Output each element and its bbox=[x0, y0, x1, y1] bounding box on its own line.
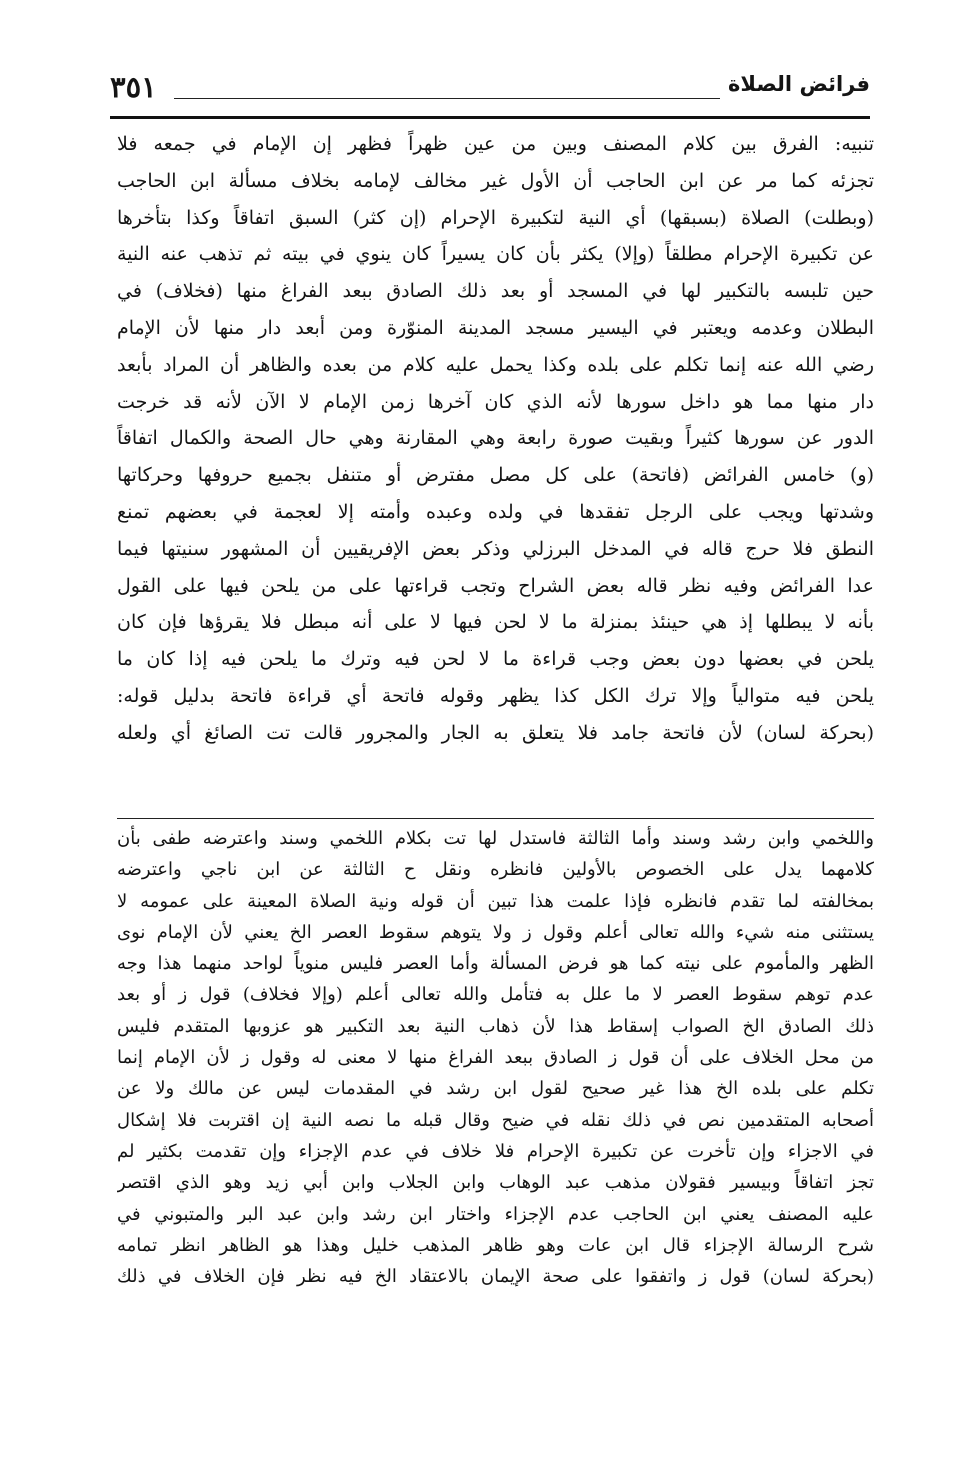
main-text bbox=[117, 126, 874, 752]
page-header bbox=[110, 68, 870, 120]
footnote-line: تكلم على بلده الخ هذا غير صحيح لقول ابن رشد في المقدمات ليس عن مالك ولا عن bbox=[117, 1078, 874, 1100]
footnote-line: في الاجزاء وإن تأخرت عن تكبيرة الإحرام فلا خلاف في عدم الإجزاء وإن تقدمت بكثير لم bbox=[117, 1140, 874, 1162]
footnote-line: كلامهما يدل على الخصوص بالأولين فانظره ونقل ح الثالثة عن ابن ناجي واعترضه bbox=[117, 859, 874, 881]
page-number: ٣٥١ bbox=[110, 70, 157, 104]
main-line: بأنه لا يبطلها إذ هي حينئذ بمنزلة ما لا لحن فيها لا على أنه مبطل فلا يقرؤها فإن كان bbox=[117, 611, 874, 634]
footnote-line: عدم توهم سقوط العصر لا ما علل به فتأمل والله تعالى أعلم (وإلا فخلاف) قول ز أو بعد bbox=[117, 984, 874, 1006]
header-rule-short bbox=[174, 98, 720, 99]
footnote-line: يستثنى منه شيء والله تعالى أعلم وقول ز ولا يتوهم سقوط العصر الخ يعني لأن الإمام نوى bbox=[117, 921, 874, 943]
main-line: البطلان وعدمه ويعتبر في اليسير مسجد المدينة المنوّرة ومن أبعد دار منها لأن الإمام bbox=[117, 316, 874, 339]
running-head: فرائض الصلاة bbox=[728, 72, 870, 96]
main-line: عن تكبيرة الإحرام مطلقاً (وإلا) يكثر بأن كان يسيراً كان ينوي في بيته ثم تذهب عنه النية bbox=[117, 243, 874, 266]
footnote-line: (بحركة لسان) قول ز واتفقوا على صحة الإيمان بالاعتقاد الخ فيه نظر فإن الخلاف في ذلك bbox=[117, 1266, 874, 1288]
header-rule bbox=[110, 116, 870, 119]
footnote-line: ذلك الصادق الخ الصواب إسقاط هذا لأن ذهاب النية بعد التكبير هو عزوبها المتقدم فليس bbox=[117, 1015, 874, 1037]
main-line: تجزئه كما مر عن ابن الحاجب أن الأول غير مخالف لإمامه بخلاف مسألة ابن الحاجب bbox=[117, 169, 874, 192]
footnote-text bbox=[117, 823, 874, 1292]
main-line: دار منها مما هو داخل سورها لأنه الذي كان آخرها زمن الإمام لا الآن لأنه قد خرجت bbox=[117, 390, 874, 413]
footnote-line: أصحابه المتقدمين نص في ذلك نقله في ضيح وقال قبله ما نصه النية إن اقتربت فلا إشكال bbox=[117, 1109, 874, 1131]
footnote-line: تجز اتفاقاً وبيسير فقولان مذهب عبد الوهاب وابن الجلاب وابن أبي زيد وهو الذي اقتصر bbox=[117, 1172, 874, 1194]
main-line: يلحن في بعضها دون بعض وجب قراءة ما لا لحن فيه وترك ما يلحن فيه إذا كان ما bbox=[117, 648, 874, 671]
footnote-line: من محل الخلاف على أن قول ز الصادق ببعد الفراغ منها لا معنى له وقول ز لأن الإمام إنما bbox=[117, 1047, 874, 1069]
footnote-line: الظهر والمأموم على نيته كما هو فرض المسألة وأما العصر فليس منوياً لواحد منهما هذا وجه bbox=[117, 953, 874, 975]
footnote-line: بمخالفته لما تقدم فانظره فإذا علمت هذا تبين أن قوله ونية الصلاة المعينة على عمومه لا bbox=[117, 890, 874, 912]
main-line: النطق فلا حرج قاله في المدخل البرزلي وذكر بعض الإفريقيين أن المشهور سنيتها فيما bbox=[117, 537, 874, 560]
footnote-line: عليه المصنف يعني ابن الحاجب عدم الإجزاء واختار ابن رشد وابن عبد البر والمتبوني في bbox=[117, 1203, 874, 1225]
main-line: (وبطلت) الصلاة (بسبقها) أي النية لتكبيرة الإحرام (إن كثر) السبق اتفاقاً وكذا بتأخرها bbox=[117, 206, 874, 229]
main-line: حين تلبسه بالتكبير لها في المسجد أو بعد ذلك الصادق ببعد الفراغ منها (فخلاف) في bbox=[117, 280, 874, 303]
footnote-line: واللخمي وابن رشد وسند وأما الثالثة فاستدل لها تت بكلام اللخمي وسند واعترضه طفى بأن bbox=[117, 828, 874, 849]
main-line: تنبيه: الفرق بين كلام المصنف وبين من عين ظهراً فظهر إن الإمام في جمعه فلا bbox=[117, 133, 874, 155]
main-line: (و) خامس الفرائض (فاتحة) على كل مصل مفترض أو متنفل بجميع حروفها وحركاتها bbox=[117, 464, 874, 487]
main-line: (بحركة لسان) لأن فاتحة جامد فلا يتعلق به الجار والمجرور قالت تت الصائغ أي ولعله bbox=[117, 721, 874, 744]
footnote-separator bbox=[117, 818, 874, 819]
main-line: عدا الفرائض وفيه نظر قاله بعض الشراح وتجب قراءتها على من يلحن فيها على القول bbox=[117, 574, 874, 597]
main-line: رضي الله عنه إنما تكلم على بلده وكذا يحمل عليه كلام من بعده والظاهر أن المراد بأبعد bbox=[117, 353, 874, 376]
main-line: يلحن فيه متوالياً وإلا ترك الكل كذا يظهر وقوله فاتحة أي قراءة فاتحة بدليل قوله: bbox=[117, 684, 874, 707]
main-line: وشدتها ويجب على الرجل تفقدها في ولده وعبده وأمته إلا لعجمة في بعضهم تمنع bbox=[117, 500, 874, 523]
main-line: الدور عن سورها كثيراً وبقيت صورة رابعة وهي المقارنة وهي حال الصحة والكمال اتفاقاً bbox=[117, 427, 874, 450]
footnote-line: شرح الرسالة الإجزاء قال ابن عات وهو ظاهر المذهب خليل وهذا هو الظاهر انظر تمامه bbox=[117, 1234, 874, 1256]
